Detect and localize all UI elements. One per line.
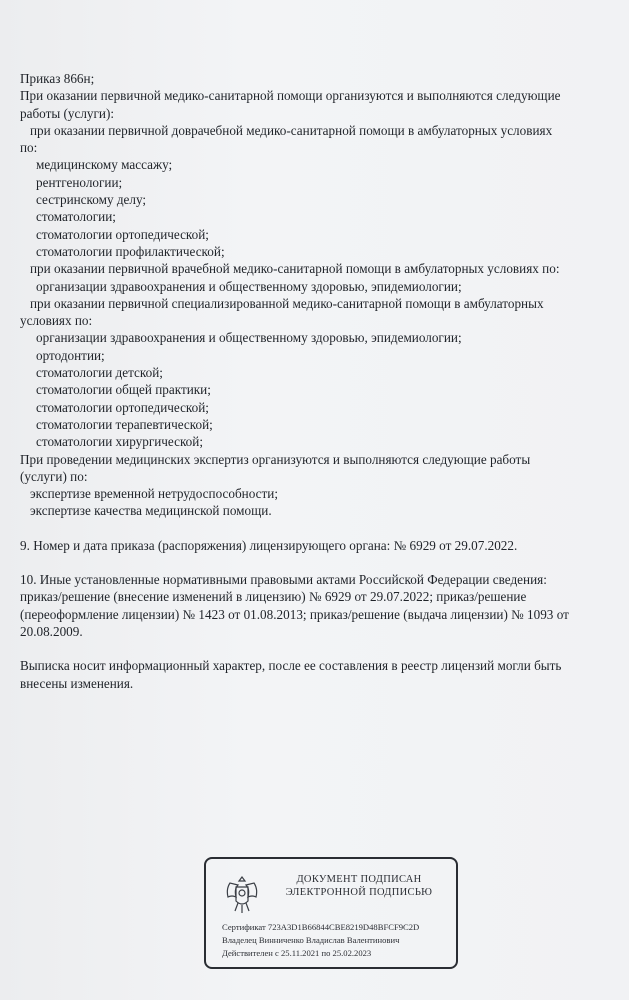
text-line: работы (услуги): (20, 105, 115, 121)
stamp-title-line: ДОКУМЕНТ ПОДПИСАН (296, 874, 422, 885)
list-item: ортодонтии; (36, 347, 105, 363)
order-title: Приказ 866н; (20, 71, 95, 86)
list-item: экспертизе качества медицинской помощи. (30, 503, 272, 519)
list-item: стоматологии ортопедической; (36, 399, 209, 415)
certificate-validity: Действителен с 25.11.2021 по 25.02.2023 (222, 948, 372, 958)
section-9: 9. Номер и дата приказа (распоряжения) лицензирующего органа: № 6929 от 29.07.2022. (20, 537, 518, 553)
text-line: условиях по: (20, 313, 93, 329)
list-item: стоматологии общей практики; (36, 382, 211, 398)
text-line: при оказании первичной специализированной медико-санитарной помощи в амбулаторных (30, 295, 544, 311)
text-line: При оказании первичной медико-санитарной помощи организуются и выполняются следующие (20, 88, 561, 104)
text-line: при оказании первичной врачебной медико-санитарной помощи в амбулаторных условиях по: (30, 261, 560, 277)
list-item: медицинскому массажу; (36, 157, 173, 173)
stamp-title-line: ЭЛЕКТРОННОЙ ПОДПИСЬЮ (285, 887, 433, 898)
note-line: Выписка носит информационный характер, после ее составления в реестр лицензий могли быть (20, 658, 562, 674)
section-10-line: приказ/решение (внесение изменений в лицензию) № 6929 от 29.07.2022; приказ/решение (20, 589, 527, 605)
text-line: по: (20, 140, 38, 156)
list-item: стоматологии; (36, 209, 116, 225)
e-signature-stamp (204, 857, 458, 969)
list-item: сестринскому делу; (36, 192, 147, 208)
stamp-title (264, 873, 454, 899)
list-item: стоматологии ортопедической; (36, 226, 209, 242)
document-body (20, 70, 625, 692)
certificate-owner: Владелец Винниченко Владислав Валентинович (222, 935, 400, 945)
list-item: организации здравоохранения и общественному здоровью, эпидемиологии; (36, 278, 462, 294)
list-item: стоматологии хирургической; (36, 434, 203, 450)
list-item: организации здравоохранения и общественному здоровью, эпидемиологии; (36, 330, 462, 346)
text-line: (услуги) по: (20, 468, 88, 484)
note-line: внесены изменения. (20, 675, 134, 691)
section-10-line: 10. Иные установленные нормативными правовыми актами Российской Федерации сведения: (20, 572, 547, 588)
list-item: стоматологии детской; (36, 365, 163, 381)
coat-of-arms-icon (222, 871, 262, 919)
list-item: экспертизе временной нетрудоспособности; (30, 486, 278, 502)
stamp-info (222, 921, 458, 960)
list-item: стоматологии профилактической; (36, 243, 225, 259)
list-item: стоматологии терапевтической; (36, 416, 213, 432)
section-10-line: 20.08.2009. (20, 623, 83, 639)
list-item: рентгенологии; (36, 174, 123, 190)
certificate-number: Сертификат 723A3D1B66844CBE8219D48BFCF9C2D (222, 922, 420, 932)
text-line: при оказании первичной доврачебной медико-санитарной помощи в амбулаторных условиях (30, 122, 553, 138)
section-10-line: (переоформление лицензии) № 1423 от 01.08.2013; приказ/решение (выдача лицензии) № 1093 от (20, 606, 569, 622)
text-line: При проведении медицинских экспертиз организуются и выполняются следующие работы (20, 451, 531, 467)
